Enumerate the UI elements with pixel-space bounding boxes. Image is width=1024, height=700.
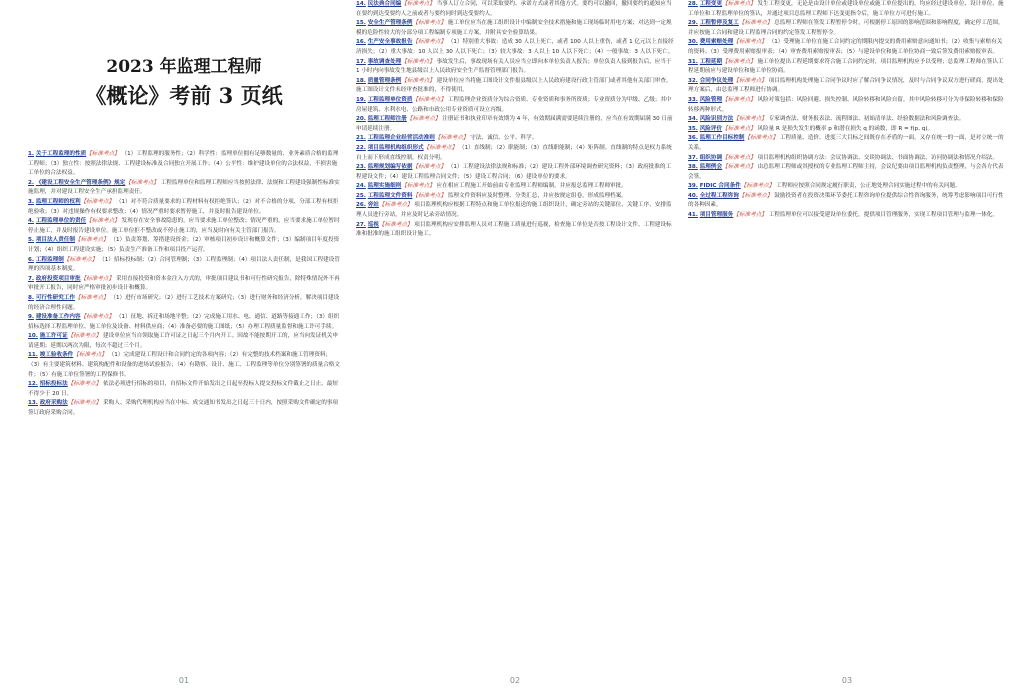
study-point [356,58,674,77]
study-point [28,399,340,418]
study-point-tag: 【标准考点】 [125,179,159,186]
study-point [356,77,674,96]
study-point-body: 发现存在安全事故隐患的，应当要求施工单位整改；情况严重的，应当要求施工单位暂时停止施工，并及时报告建设单位。施工单位拒不整改或不停止施工的，应当及时向有关主管部门报告。 [28,218,340,234]
study-point-title: 风险识别方法 [699,116,734,123]
study-point-tag: 【标准考点】 [722,125,756,132]
study-point-body: 采用直接投资和资本金注入方式的，审批项目建议书和可行性研究报告，除特殊情况外不再审批开工报告，同时应严格审批初步设计和概算。 [28,275,340,292]
study-point-tag: 【标准考点】 [378,221,413,228]
study-point-body: （1）负责筹划、筹措建设资金；（2）审核项目初步设计和概算文件；（3）编制项目年度投资计划；（4）组织工程建设实施；（5）负责生产准备工作和项目投产运营。 [28,237,340,253]
study-point-number: 37. [688,154,698,161]
study-point-tag: 【标准考点】 [80,275,115,282]
study-point-title: 关于工程监理的性质 [35,151,87,157]
study-point [688,163,1006,182]
study-point-body: （1）对不符合质量要求的工程材料有权拒绝签认；（2）对不合格的分项、分部工程有权拒绝验收；（3）对违规操作有权要求整改；（4）情况严重时要求暂停施工，并及时报告建设单位。 [28,198,339,215]
page-number-3: 03 [841,676,853,685]
study-point-title: 监理工程师注册 [367,116,407,123]
study-point-tag: 【标准考点】 [733,116,767,123]
study-point-tag: 【标准考点】 [722,154,756,161]
title-block [28,0,340,112]
study-point-number: 25. [356,192,366,199]
study-point-number: 32. [688,77,698,84]
study-point-body: 工程质量、造价、进度三大目标之间既存在矛盾的一面，又存在统一的一面，是对立统一的关系。 [688,135,1004,151]
study-point [28,198,340,217]
study-point-tag: 【标准考点】 [401,58,435,65]
study-point-tag: 【标准考点】 [401,77,435,84]
study-point-title: 建设准备工作内容 [35,314,81,321]
study-point-tag: 【标准考点】 [733,212,767,219]
study-point-title: 可行性研究工作 [35,294,75,301]
study-point-title: 风险管理 [699,96,723,103]
study-point [688,192,1006,211]
study-point-tag: 【标准考点】 [738,20,773,27]
study-point-tag: 【标准考点】 [74,237,109,244]
study-point [688,182,1006,192]
study-point-number: 30. [688,39,698,46]
study-point-body: 项目监理机构应根据工程特点和施工单位报送的施工组织设计，确定旁站的关键部位、关键工序，安排监理人员进行旁站，并应及时记录旁站情况。 [356,202,672,219]
study-point [356,192,674,202]
study-point-body: 项目监理机构处理施工合同争议时应了解合同争议情况，及时与合同争议双方进行磋商，提出处理方案后，由总监理工程师进行协调。 [688,77,1004,94]
study-point [28,236,340,255]
study-point-title: 工程监理文件资料 [367,192,413,199]
title-line-1: 2023 年监理工程师 [106,57,262,77]
study-point-title: 招标投标法 [39,381,68,388]
study-point-body: 采购人、采购代理机构应当在中标、成交通知书发出之日起三十日内，按照采购文件确定的事项签订政府采购合同。 [28,400,338,417]
study-point [688,211,1006,221]
study-point-title: 事故调查处理 [367,58,402,65]
study-point-tag: 【标准考点】 [722,58,756,65]
study-point-title: 监理规划编写依据 [367,164,413,171]
study-point-title: 监理工程师的权利 [35,198,81,205]
column-3-items [688,0,1006,221]
study-point-body: 应在相应工程施工开始前由专业监理工程师编制，并应报总监理工程师审批。 [436,183,627,190]
study-point-body: 风险对策包括：风险回避、损失控制、风险转移和风险自留。其中风险转移可分为非保险转移和保险转移两种形式。 [688,96,1004,113]
study-point-body: 依法必须进行招标的项目，自招标文件开始发出之日起至投标人提交投标文件截止之日止，最短不得少于 20 日。 [28,381,338,397]
study-point [28,332,340,351]
study-point-body: 总监理工程师在签发工程暂停令时，可根据停工原因的影响范围和影响程度，确定停工范围，并应按施工合同和建设工程监理合同的约定签发工程暂停令。 [688,20,1004,36]
study-point-number: 19. [356,96,366,103]
study-point-number: 18. [356,77,366,84]
study-point [356,19,674,38]
study-point-tag: 【标准考点】 [63,256,98,263]
study-point-tag: 【标准考点】 [434,135,469,142]
column-2 [356,0,674,676]
study-point-title: 工程暂停及复工 [699,20,739,27]
study-point [356,134,674,144]
study-point [356,115,674,134]
study-point-number: 4. [28,218,35,225]
study-point-number: 22. [356,144,366,151]
study-point-body: 由总监理工程师或其授权的专业监理工程师主持，会议纪要由项目监理机构负责整理，与会各方代表会签。 [688,164,1004,180]
study-point [688,58,1006,77]
study-point-tag: 【标准考点】 [67,333,102,340]
study-point-tag: 【标准考点】 [738,192,773,199]
study-point-title: 监理实施细则 [367,183,402,190]
study-point-number: 31. [688,58,698,65]
study-point-number: 35. [688,125,698,132]
study-point [28,294,340,313]
study-point-title: 工程监理单位的责任 [35,218,87,225]
study-point-number: 39. [688,183,698,190]
study-point-tag: 【标准考点】 [401,183,435,190]
study-point [356,144,674,163]
study-point-tag: 【标准考点】 [86,218,120,225]
study-point-number: 28. [688,1,698,7]
study-point-tag: 【标准考点】 [80,314,115,321]
study-point-number: 38. [688,164,698,171]
study-point-tag: 【标准考点】 [722,1,756,7]
study-point-number: 26. [356,202,366,209]
study-point-body: 建设单位应当将施工图设计文件报县级以上人民政府建设行政主管部门或者其他有关部门审查。施工图设计文件未经审查批准的，不得使用。 [356,77,672,94]
study-point-tag: 【标准考点】 [412,164,447,171]
study-point-body: 事故发生后，事故现场有关人员应当立即向本单位负责人报告；单位负责人接到报告后，应当于 1 小时内向事故发生地县级以上人民政府安全生产监督管理部门报告。 [356,58,672,75]
study-point-title: 巡视 [367,221,379,228]
study-point-tag: 【标准考点】 [722,96,756,103]
study-point [688,38,1006,57]
study-point-title: 旁站 [367,202,379,209]
study-point-number: 40. [688,192,698,199]
study-point-number: 12. [28,381,38,388]
study-point-number: 16. [356,39,366,46]
study-point-number: 21. [356,135,366,142]
study-point-title: 政府采购法 [39,400,68,407]
study-point-body: 工程监理单位和监理工程师应当按照法律、法规和工程建设强制性标准实施监理，并对建设工程安全生产承担监理责任。 [28,179,340,196]
study-point-number: 23. [356,164,366,171]
study-point-body: （1）受理施工单位在施工合同约定的期限内提交的费用索赔意向通知书；（2）收集与索赔有关的资料；（3）受理费用索赔报审表；（4）审查费用索赔报审表；（5）与建设单位和施工单位协商一致后签发费用索赔报审表。 [688,39,1003,55]
study-point-number: 15. [356,20,366,27]
study-point-number: 1. [28,151,35,157]
study-point-number: 8. [28,294,35,301]
study-point-body: （1）完成建设工程设计和合同约定的各项内容；（2）有完整的技术档案和施工管理资料；（3）有主要建筑材料、建筑构配件和设备的进场试验报告；（4）有勘察、设计、施工、工程监理等单位分别签署的质量合格文件；（5）有施工单位签署的工程保修书。 [28,352,340,378]
study-point-tag: 【标准考点】 [401,1,435,7]
study-point-title: 施工许可证 [39,333,68,340]
study-point [356,0,674,19]
study-point-body: 当事人订立合同，可以采取要约、承诺方式或者其他方式。要约可以撤回，撤回要约的通知应当在要约到达受要约人之前或者与要约同时到达受要约人。 [356,1,672,17]
study-point-title: 工程延期 [699,58,723,65]
study-point-body: （1）进行市场研究；（2）进行工艺技术方案研究；（3）进行财务和经济分析，解决项目建设的经济合理性问题。 [28,294,340,311]
page-number-1: 01 [178,676,190,685]
study-point [28,313,340,332]
study-point-title: 政府投资项目审批 [35,275,81,282]
study-point-title: 工程变更 [699,1,723,7]
study-point-number: 2. [28,179,35,186]
study-point [688,0,1006,19]
study-point-body: 监理文件资料应及时整理、分类汇总，并应按规定组卷，形成监理档案。 [447,192,627,199]
study-point-body: （1）征地、拆迁和场地平整；（2）完成施工用水、电、通信、道路等接通工作；（3）组织招标选择工程监理单位、施工单位及设备、材料供应商；（4）准备必要的施工图纸；（5）办理工程质量监督和施工许可手续。 [28,314,340,330]
study-point-title: FIDIC 合同条件 [699,183,741,190]
study-point-body: 发生工程变更，无论是由设计单位或建设单位或施工单位提出的，均应经过建设单位、设计单位、施工单位和工程监理单位的签认，并通过项目总监理工程师下达变更指令后，施工单位方可进行施工。 [688,1,1004,17]
study-point-body: （1）直线制；（2）职能制；（3）直线职能制；（4）矩阵制。直线制的特点是权力系统自上而下形成直线控制，权责分明。 [356,144,672,161]
study-point [688,19,1006,38]
study-point-number: 7. [28,275,35,282]
column-3 [688,0,1006,676]
study-point-body: （1）特别重大事故：造成 30 人以上死亡，或者 100 人以上重伤，或者 1 亿元以上直接经济损失；（2）重大事故：10 人以上 30 人以下死亡；（3）较大事故：3 人以上 10 人以下死亡；（4）一般事故：3 人以下死亡。 [356,39,674,55]
study-point-body: 工程监理企业资质分为综合资质、专业资质和事务所资质；专业资质分为甲级、乙级；其中房屋建筑、水利水电、公路和市政公用专业资质可设立丙级。 [356,96,672,113]
study-point [356,38,674,57]
study-point-title: 全过程工程咨询 [699,192,739,199]
study-point-number: 20. [356,116,366,123]
study-point-title: 监理工作目标控制 [699,135,745,142]
study-point-title: 项目监理机构组织形式 [367,144,424,151]
study-point [28,150,340,179]
study-point-number: 29. [688,20,698,27]
study-point [28,275,340,294]
study-point-number: 17. [356,58,366,65]
study-point [688,96,1006,115]
study-point [356,201,674,220]
study-point-tag: 【标准考点】 [412,96,447,103]
study-point-tag: 【标准考点】 [74,294,109,301]
study-point-body: 注册证书和执业印章有效期为 4 年，有效期届满需要延续注册的，应当在有效期届满 30 日前申请延续注册。 [356,116,673,132]
study-point-tag: 【标准考点】 [86,151,120,157]
study-point-body: 工程师应按照合同规定履行职责，公正地处理合同实施过程中的有关问题。 [776,183,961,190]
study-point-number: 14. [356,1,366,7]
study-point-number: 11. [28,352,38,359]
study-point-title: 费用索赔处理 [699,39,734,46]
study-point [356,163,674,182]
study-point-body: （1）工程监理的服务性；（2）科学性：监理单位拥有足够数量的、业务素质合格的监理工程师；（3）独立性：按照法律法规、工程建设标准及合同独立开展工作；（4）公平性：维护建设单位的合法权益，不损害施工单位的合法权益。 [28,151,339,177]
study-point-number: 6. [28,256,35,263]
study-point-tag: 【标准考点】 [67,381,102,388]
study-point-body: 风险量 R 是损失发生的概率 p 和潜在损失 q 的函数，即 R = f(p, q)。 [757,125,934,132]
study-point-title: 组织协调 [699,154,723,161]
study-point [28,256,340,275]
study-point-number: 34. [688,116,698,123]
study-point-title: 民法典合同编 [367,1,402,7]
study-point-number: 41. [688,212,698,219]
study-point-title: 工程监理单位资质 [367,96,413,103]
study-point-body: （1）招标投标制；（2）合同管理制；（3）工程监理制；（4）项目法人责任制，是我国工程建设管理的四项基本制度。 [28,256,340,273]
study-point-body: 工程监理单位可以接受建设单位委托，提供项目管理服务，实现工程项目管理与监理一体化。 [768,212,998,219]
study-point [688,125,1006,135]
study-point-tag: 【标准考点】 [733,77,767,84]
study-point-number: 36. [688,135,698,142]
study-point-title: 项目法人责任制 [35,237,75,244]
study-point [356,221,674,240]
study-point-tag: 【标准考点】 [423,144,458,151]
study-point [28,351,340,380]
study-point-body: （1）工程建设法律法规和标准；（2）建设工程外部环境调查研究资料；（3）政府批准的工程建设文件；（4）建设工程监理合同文件；（5）建设工程合同；（6）建设单位的要求。 [356,164,672,180]
study-point-tag: 【标准考点】 [412,20,447,27]
study-point-number: 3. [28,198,35,205]
study-point-tag: 【标准考点】 [73,352,107,359]
study-point-number: 33. [688,96,698,103]
study-point-number: 9. [28,314,35,321]
study-point-number: 5. [28,237,35,244]
column-2-items [356,0,674,240]
study-point-number: 10. [28,333,38,340]
study-point-tag: 【标准考点】 [406,116,441,123]
study-point-title: 工程监理企业经营活动准则 [367,135,435,142]
study-point-tag: 【标准考点】 [412,192,447,199]
study-point-body: 项目监理机构组织协调方法：会议协调法、交谈协调法、书面协调法、访问协调法和情况介绍法。 [757,154,998,161]
study-point-title: 质量管理条例 [367,77,402,84]
title-line-2: 《概论》考前 3 页纸 [85,83,283,108]
study-point-body: 专家调查法、财务报表法、流程图法、初始清单法、经验数据法和风险调查法。 [768,116,965,123]
study-point [28,179,340,198]
study-point-tag: 【标准考点】 [722,164,756,171]
study-point-title: 竣工验收条件 [39,352,74,359]
study-point-tag: 【标准考点】 [733,39,767,46]
study-point-body: 施工单位应当在施工组织设计中编制安全技术措施和施工现场临时用电方案；对达到一定规模的危险性较大的分部分项工程编制专项施工方案，并附具安全验算结果。 [356,20,672,36]
study-point [688,134,1006,153]
study-point [688,115,1006,125]
study-point-body: 守法、诚信、公平、科学。 [470,135,538,142]
study-point [688,154,1006,164]
study-point-tag: 【标准考点】 [67,400,102,407]
study-point-title: 《建设工程安全生产管理条例》规定 [35,179,126,186]
study-point-title: 安全生产管理条例 [367,20,413,27]
study-point-number: 13. [28,400,38,407]
study-point-body: 建设单位应当自领取施工许可证之日起三个月内开工。因故不能按期开工的，应当向发证机关申请延期；延期以两次为限，每次不超过三个月。 [28,333,338,349]
study-point [28,380,340,399]
study-point-body: 鼓励投资者在投资决策环节委托工程咨询单位提供综合性咨询服务，统筹考虑影响项目可行性的各种因素。 [688,192,1004,209]
study-point [688,77,1006,96]
study-point-body: 项目监理机构应安排监理人员对工程施工质量进行巡视，检查施工单位是否按工程设计文件、工程建设标准和批准的施工组织设计施工。 [356,221,672,238]
study-point-title: 项目管理服务 [699,212,734,219]
study-point-title: 工程监理制 [35,256,64,263]
study-point [28,217,340,236]
study-point-tag: 【标准考点】 [744,135,779,142]
study-point-tag: 【标准考点】 [80,198,115,205]
study-point-title: 合同争议处理 [699,77,734,84]
study-point-number: 27. [356,221,366,228]
study-point [356,182,674,192]
study-point-tag: 【标准考点】 [740,183,775,190]
study-point-title: 生产安全事故报告 [367,39,413,46]
study-point-tag: 【标准考点】 [412,39,447,46]
column-1-items [28,150,340,419]
page-number-2: 02 [509,676,521,685]
study-point [356,96,674,115]
study-point-title: 监理例会 [699,164,723,171]
column-1 [28,0,340,676]
study-point-tag: 【标准考点】 [378,202,413,209]
study-point-title: 风险评价 [699,125,723,132]
study-point-number: 24. [356,183,366,190]
study-point-body: 施工单位提出工程延期要求符合施工合同约定时，项目监理机构应予以受理；总监理工程师在签认工程延期前应与建设单位和施工单位协商。 [688,58,1004,75]
